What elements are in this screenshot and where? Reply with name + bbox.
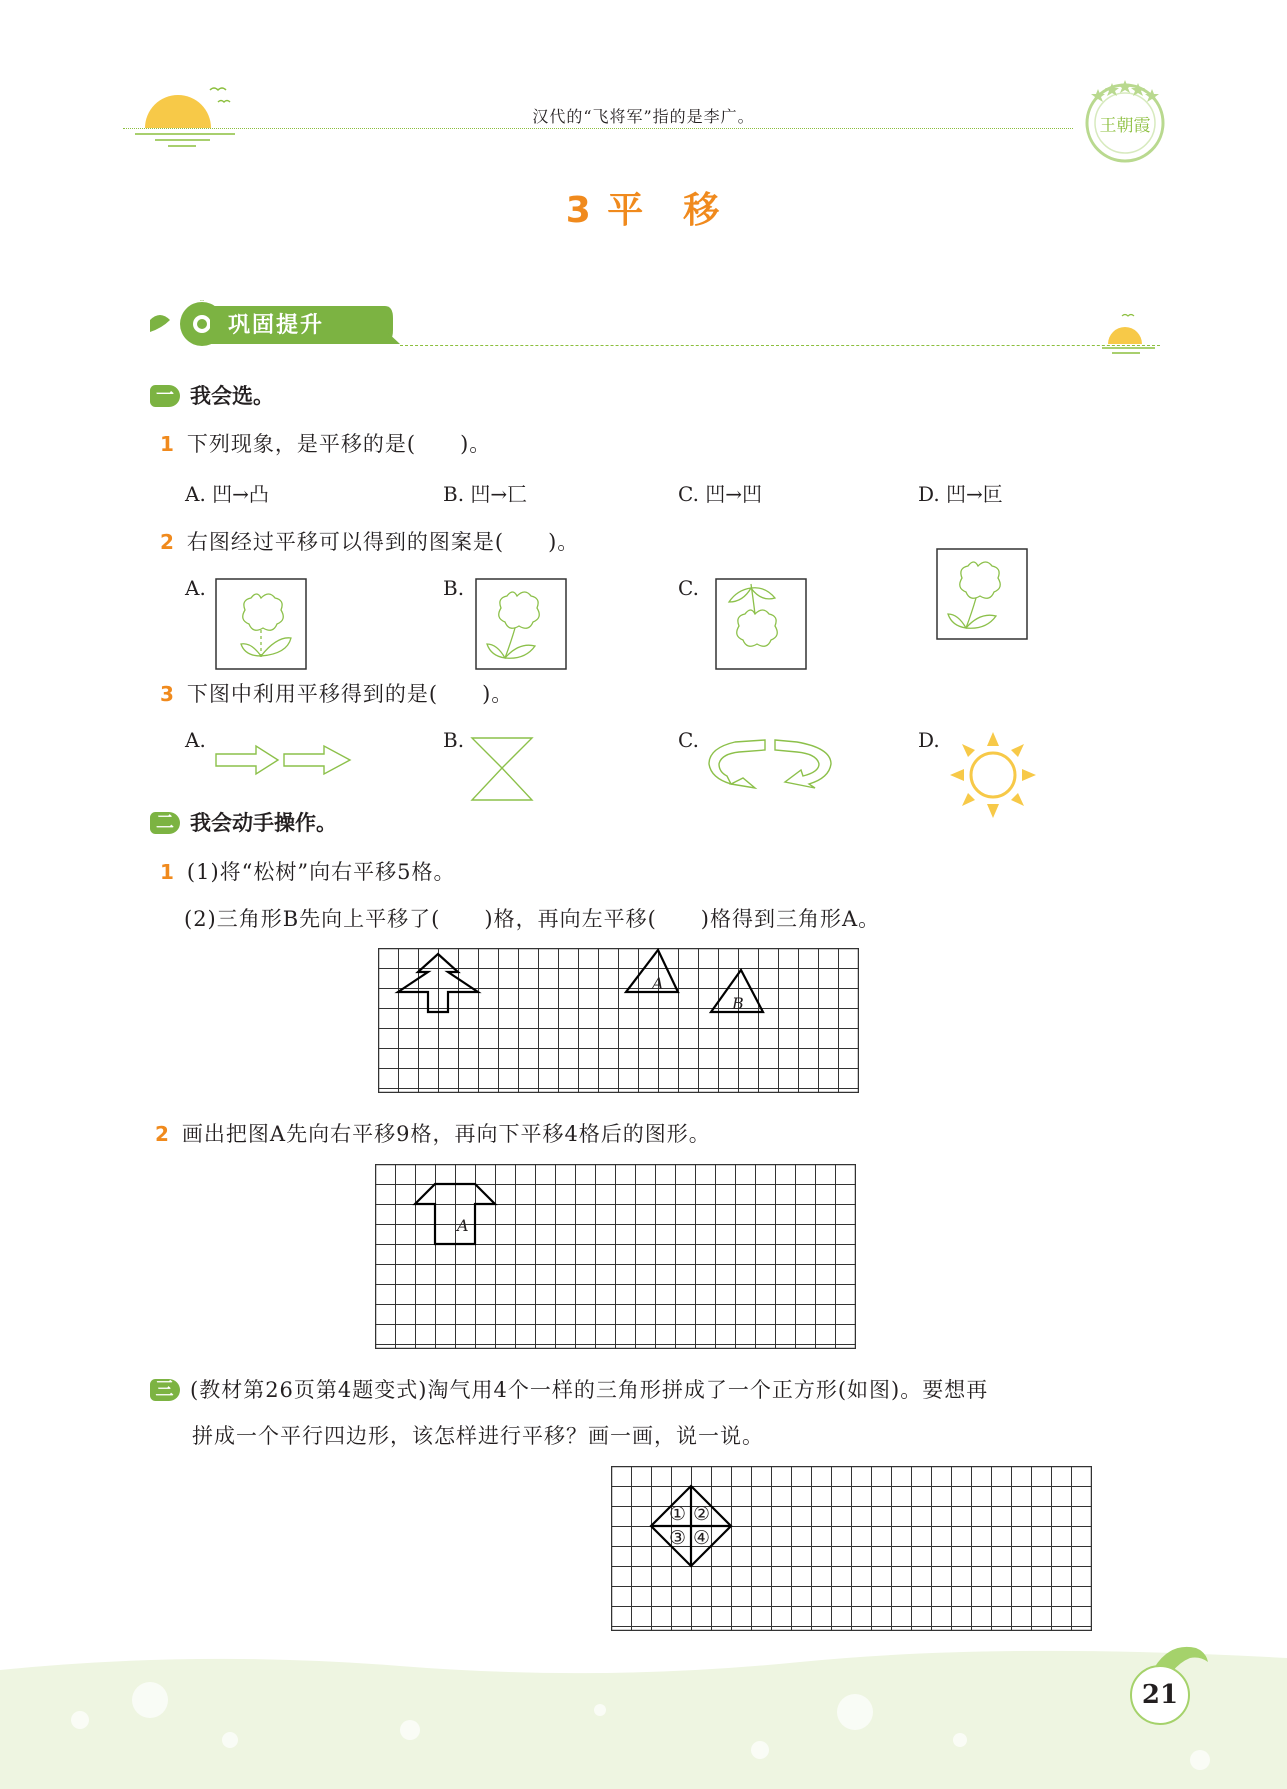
section2-heading — [150, 807, 337, 837]
grid-pine-tree[interactable] — [378, 948, 859, 1093]
s1-q1-option-b[interactable]: B. 凹→匸 — [443, 482, 528, 506]
grid-square-triangles[interactable] — [611, 1466, 1092, 1631]
banner-divider — [400, 345, 1160, 346]
flower-option-a-figure — [215, 578, 307, 670]
section3-line1 — [150, 1374, 988, 1404]
s1-q2 — [160, 526, 579, 556]
s1-q2-text: 右图经过平移可以得到的图案是( )。 — [186, 530, 580, 554]
page-number: 21 — [1130, 1665, 1190, 1725]
double-arrow-figure — [212, 740, 357, 780]
header-divider — [123, 128, 1073, 129]
page-title: 3 平 移 — [565, 190, 722, 231]
section3-badge: 三 — [150, 1379, 180, 1401]
s2-q2-number: 2 — [155, 1122, 170, 1146]
svg-text:王朝霞: 王朝霞 — [1099, 116, 1151, 136]
triangle-3-label: ③ — [669, 1527, 687, 1549]
grid-pine-tree-figures — [378, 948, 859, 1093]
pine-tree-shape — [398, 954, 478, 1012]
small-sunset-icon — [1100, 310, 1160, 360]
s2-q2-text: 画出把图A先向右平移9格，再向下平移4格后的图形。 — [181, 1122, 711, 1146]
section2-title: 我会动手操作。 — [190, 811, 337, 835]
s1-q2-option-a[interactable]: A. — [185, 576, 206, 600]
s1-q3 — [160, 678, 513, 708]
s1-q3-option-b[interactable]: B. — [443, 728, 465, 752]
s2-q2 — [155, 1118, 711, 1148]
section2-badge: 二 — [150, 812, 180, 834]
triangle-a-label: A — [652, 974, 664, 993]
triangle-4-label: ④ — [693, 1527, 711, 1549]
sun-figure — [948, 730, 1038, 820]
circular-arrows-figure — [705, 734, 835, 790]
section1-title: 我会选。 — [190, 384, 274, 408]
footer-wave-background — [0, 1640, 1287, 1789]
section-banner — [150, 300, 400, 354]
hourglass-figure — [468, 734, 538, 804]
section3-line2: 拼成一个平行四边形，该怎样进行平移？画一画，说一说。 — [192, 1424, 764, 1448]
header-fact: 汉代的“飞将军”指的是李广。 — [532, 107, 755, 126]
grid-shape-a[interactable] — [375, 1164, 856, 1349]
s1-q3-number: 3 — [160, 682, 175, 706]
flower-reference-figure — [936, 548, 1028, 640]
s1-q2-option-b[interactable]: B. — [443, 576, 465, 600]
s2-q1-line1 — [160, 856, 456, 886]
s1-q2-option-c[interactable]: C. — [678, 576, 699, 600]
section1-badge: 一 — [150, 385, 180, 407]
shape-a-label: A — [457, 1216, 469, 1235]
s1-q2-number: 2 — [160, 530, 175, 554]
s1-q3-text: 下图中利用平移得到的是( )。 — [186, 682, 514, 706]
s1-q3-option-c[interactable]: C. — [678, 728, 699, 752]
shape-a — [415, 1184, 495, 1244]
triangle-2-label: ② — [693, 1503, 711, 1525]
flower-option-b-figure — [475, 578, 567, 670]
s1-q1-option-c[interactable]: C. 凹→凹 — [678, 482, 763, 506]
s1-q1-text: 下列现象，是平移的是( )。 — [186, 432, 492, 456]
s2-q1-number: 1 — [160, 860, 175, 884]
s1-q1-option-d[interactable]: D. 凹→叵 — [918, 482, 1003, 506]
brand-seal-logo — [1080, 75, 1170, 165]
section3-text1: (教材第26页第4题变式)淘气用4个一样的三角形拼成了一个正方形(如图)。要想再 — [190, 1378, 989, 1402]
s2-q1-text1: (1)将“松树”向右平移5格。 — [186, 860, 456, 884]
s2-q1-line2: (2)三角形B先向上平移了( )格，再向左平移( )格得到三角形A。 — [184, 907, 881, 931]
grid-shape-a-figures — [375, 1164, 856, 1349]
triangle-b-label: B — [732, 994, 744, 1013]
section1-heading — [150, 380, 274, 410]
s1-q3-option-a[interactable]: A. — [185, 728, 206, 752]
triangle-1-label: ① — [669, 1503, 687, 1525]
s1-q1-number: 1 — [160, 432, 175, 456]
s1-q3-option-d[interactable]: D. — [918, 728, 940, 752]
banner-label: 巩固提升 — [228, 313, 325, 338]
s1-q1 — [160, 428, 491, 458]
s1-q1-option-a[interactable]: A. 凹→凸 — [185, 482, 269, 506]
flower-option-c-figure — [715, 578, 807, 670]
